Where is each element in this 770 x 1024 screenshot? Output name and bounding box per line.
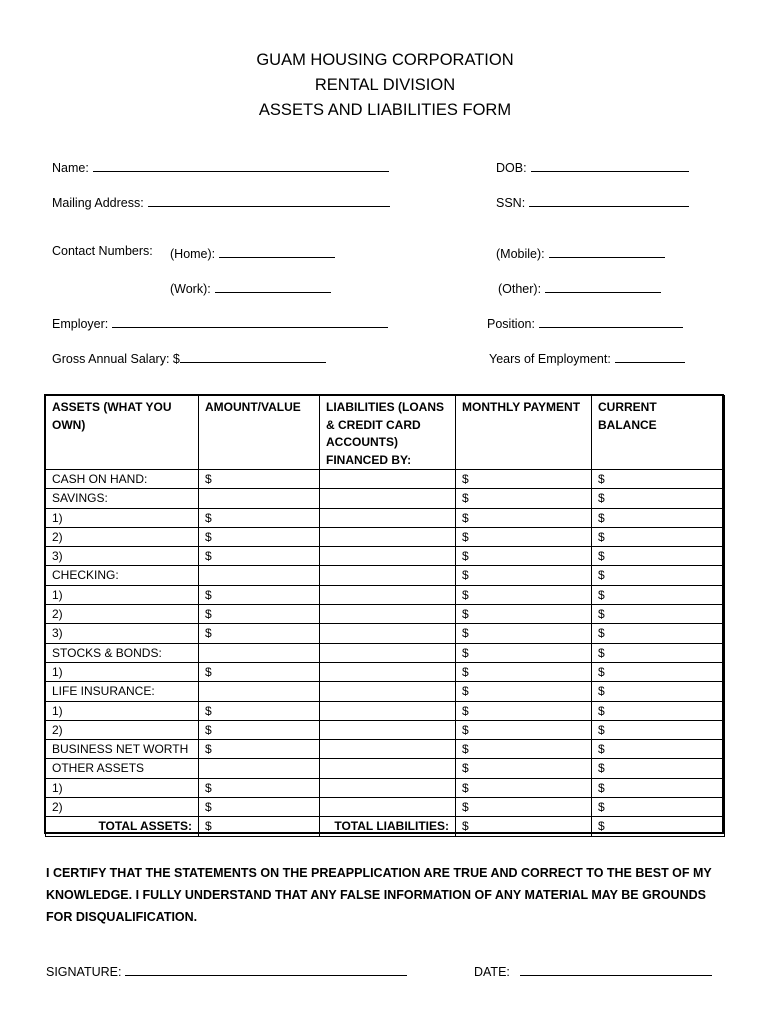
years-label: Years of Employment: bbox=[489, 352, 611, 366]
monthly-payment-cell[interactable]: $ bbox=[456, 508, 592, 527]
balance-cell[interactable]: $ bbox=[592, 778, 725, 797]
mailing-label: Mailing Address: bbox=[52, 196, 144, 210]
balance-cell[interactable]: $ bbox=[592, 701, 725, 720]
asset-cell: 1) bbox=[46, 778, 199, 797]
liability-cell[interactable] bbox=[320, 720, 456, 739]
liability-cell[interactable] bbox=[320, 470, 456, 489]
amount-cell[interactable]: $ bbox=[199, 527, 320, 546]
totals-row bbox=[46, 817, 725, 836]
contact-label: Contact Numbers: bbox=[52, 244, 153, 258]
liability-cell[interactable] bbox=[320, 701, 456, 720]
balance-cell[interactable]: $ bbox=[592, 508, 725, 527]
name-field[interactable] bbox=[93, 158, 389, 172]
monthly-payment-cell[interactable]: $ bbox=[456, 547, 592, 566]
balance-cell[interactable]: $ bbox=[592, 624, 725, 643]
table-row bbox=[46, 682, 725, 701]
balance-cell[interactable]: $ bbox=[592, 585, 725, 604]
amount-cell[interactable]: $ bbox=[199, 662, 320, 681]
liability-cell[interactable] bbox=[320, 759, 456, 778]
amount-cell[interactable]: $ bbox=[199, 701, 320, 720]
ssn-label: SSN: bbox=[496, 196, 526, 210]
asset-cell: 1) bbox=[46, 508, 199, 527]
employer-label: Employer: bbox=[52, 317, 109, 331]
balance-cell[interactable]: $ bbox=[592, 682, 725, 701]
liability-cell[interactable] bbox=[320, 740, 456, 759]
name-label: Name: bbox=[52, 161, 89, 175]
monthly-payment-cell[interactable]: $ bbox=[456, 662, 592, 681]
liability-cell[interactable] bbox=[320, 566, 456, 585]
asset-cell: BUSINESS NET WORTH bbox=[46, 740, 199, 759]
mailing-row bbox=[52, 193, 390, 210]
form-header bbox=[0, 48, 770, 123]
table-row bbox=[46, 740, 725, 759]
balance-cell[interactable]: $ bbox=[592, 489, 725, 508]
monthly-payment-cell[interactable]: $ bbox=[456, 624, 592, 643]
employer-field[interactable] bbox=[112, 314, 388, 328]
balance-cell[interactable]: $ bbox=[592, 759, 725, 778]
assets-liabilities-table bbox=[45, 395, 725, 837]
balance-cell[interactable]: $ bbox=[592, 547, 725, 566]
amount-cell[interactable] bbox=[199, 643, 320, 662]
position-row bbox=[487, 314, 683, 331]
table-row bbox=[46, 759, 725, 778]
table-row bbox=[46, 701, 725, 720]
asset-cell: 2) bbox=[46, 798, 199, 817]
table-row bbox=[46, 778, 725, 797]
amount-cell[interactable] bbox=[199, 682, 320, 701]
liability-cell[interactable] bbox=[320, 527, 456, 546]
asset-cell: OTHER ASSETS bbox=[46, 759, 199, 778]
total-monthly-payment-cell[interactable]: $ bbox=[456, 817, 592, 836]
amount-cell[interactable]: $ bbox=[199, 605, 320, 624]
monthly-payment-cell[interactable]: $ bbox=[456, 759, 592, 778]
mobile-row bbox=[496, 244, 665, 261]
table-row bbox=[46, 527, 725, 546]
amount-cell[interactable] bbox=[199, 566, 320, 585]
liability-cell[interactable] bbox=[320, 605, 456, 624]
balance-cell[interactable]: $ bbox=[592, 720, 725, 739]
amount-cell[interactable]: $ bbox=[199, 470, 320, 489]
table-header-row bbox=[46, 396, 725, 470]
home-phone-field[interactable] bbox=[219, 244, 335, 258]
amount-cell[interactable]: $ bbox=[199, 740, 320, 759]
other-phone-field[interactable] bbox=[545, 279, 661, 293]
signature-label: SIGNATURE: bbox=[46, 965, 122, 979]
liability-cell[interactable] bbox=[320, 624, 456, 643]
date-label: DATE: bbox=[474, 965, 510, 979]
work-label: (Work): bbox=[170, 282, 211, 296]
liability-cell[interactable] bbox=[320, 508, 456, 527]
monthly-payment-cell[interactable]: $ bbox=[456, 798, 592, 817]
dob-label: DOB: bbox=[496, 161, 527, 175]
balance-cell[interactable]: $ bbox=[592, 566, 725, 585]
position-label: Position: bbox=[487, 317, 535, 331]
amount-cell[interactable] bbox=[199, 489, 320, 508]
amount-cell[interactable]: $ bbox=[199, 798, 320, 817]
dob-field[interactable] bbox=[531, 158, 689, 172]
years-field[interactable] bbox=[615, 349, 685, 363]
salary-label: Gross Annual Salary: $ bbox=[52, 352, 180, 366]
monthly-payment-cell[interactable]: $ bbox=[456, 740, 592, 759]
total-assets-label: TOTAL ASSETS: bbox=[46, 817, 199, 836]
dob-row bbox=[496, 158, 689, 175]
employer-row bbox=[52, 314, 388, 331]
home-label: (Home): bbox=[170, 247, 216, 261]
asset-cell: 2) bbox=[46, 605, 199, 624]
amount-cell[interactable]: $ bbox=[199, 547, 320, 566]
table-row bbox=[46, 547, 725, 566]
monthly-payment-cell[interactable]: $ bbox=[456, 701, 592, 720]
monthly-payment-cell[interactable]: $ bbox=[456, 566, 592, 585]
monthly-payment-cell[interactable]: $ bbox=[456, 527, 592, 546]
table-row bbox=[46, 605, 725, 624]
other-label: (Other): bbox=[498, 282, 542, 296]
position-field[interactable] bbox=[539, 314, 683, 328]
ssn-row bbox=[496, 193, 689, 210]
asset-cell: LIFE INSURANCE: bbox=[46, 682, 199, 701]
salary-row bbox=[52, 349, 326, 366]
balance-cell[interactable]: $ bbox=[592, 662, 725, 681]
form-title: ASSETS AND LIABILITIES FORM bbox=[258, 101, 512, 119]
table-body bbox=[46, 470, 725, 837]
years-row bbox=[489, 349, 685, 366]
name-row bbox=[52, 158, 389, 175]
amount-cell[interactable]: $ bbox=[199, 624, 320, 643]
liability-cell[interactable] bbox=[320, 682, 456, 701]
division-title: RENTAL DIVISION bbox=[314, 76, 456, 94]
liability-cell[interactable] bbox=[320, 778, 456, 797]
certification-statement: I CERTIFY THAT THE STATEMENTS ON THE PREAPPLICATION ARE TRUE AND CORRECT TO THE BEST OF MY KNOWLEDGE. I FULLY UNDERSTAND THAT ANY FALSE INFORMATION OF ANY MATERIAL MAY BE GROUNDS FOR DISQUALIFICATION. bbox=[46, 866, 712, 924]
table-row bbox=[46, 508, 725, 527]
date-field[interactable] bbox=[520, 962, 712, 976]
asset-cell: 2) bbox=[46, 527, 199, 546]
home-row bbox=[170, 244, 335, 261]
work-phone-field[interactable] bbox=[215, 279, 331, 293]
liability-cell[interactable] bbox=[320, 585, 456, 604]
table-row bbox=[46, 470, 725, 489]
date-row bbox=[474, 962, 712, 979]
asset-cell: 3) bbox=[46, 547, 199, 566]
current-balance-column-header: CURRENT BALANCE bbox=[592, 396, 725, 470]
table-row bbox=[46, 585, 725, 604]
asset-cell: 2) bbox=[46, 720, 199, 739]
balance-cell[interactable]: $ bbox=[592, 643, 725, 662]
table-row bbox=[46, 624, 725, 643]
mailing-field[interactable] bbox=[148, 193, 390, 207]
liability-cell[interactable] bbox=[320, 798, 456, 817]
asset-cell: SAVINGS: bbox=[46, 489, 199, 508]
salary-field[interactable] bbox=[180, 349, 326, 363]
table-row bbox=[46, 489, 725, 508]
monthly-payment-cell[interactable]: $ bbox=[456, 720, 592, 739]
mobile-phone-field[interactable] bbox=[549, 244, 665, 258]
amount-column-header: AMOUNT/VALUE bbox=[199, 396, 320, 470]
liability-cell[interactable] bbox=[320, 643, 456, 662]
liabilities-column-header: LIABILITIES (LOANS & CREDIT CARD ACCOUNTS) FINANCED BY: bbox=[320, 396, 456, 470]
total-assets-cell[interactable]: $ bbox=[199, 817, 320, 836]
monthly-payment-cell[interactable]: $ bbox=[456, 585, 592, 604]
amount-cell[interactable]: $ bbox=[199, 508, 320, 527]
mobile-label: (Mobile): bbox=[496, 247, 545, 261]
assets-column-header: ASSETS (WHAT YOU OWN) bbox=[46, 396, 199, 470]
ssn-field[interactable] bbox=[529, 193, 689, 207]
signature-field[interactable] bbox=[125, 962, 407, 976]
asset-cell: CASH ON HAND: bbox=[46, 470, 199, 489]
org-title: GUAM HOUSING CORPORATION bbox=[256, 51, 514, 69]
amount-cell[interactable]: $ bbox=[199, 778, 320, 797]
balance-cell[interactable]: $ bbox=[592, 798, 725, 817]
asset-cell: 3) bbox=[46, 624, 199, 643]
monthly-payment-cell[interactable]: $ bbox=[456, 605, 592, 624]
table-row bbox=[46, 662, 725, 681]
work-row bbox=[170, 279, 331, 296]
monthly-payment-cell[interactable]: $ bbox=[456, 778, 592, 797]
amount-cell[interactable] bbox=[199, 759, 320, 778]
amount-cell[interactable]: $ bbox=[199, 585, 320, 604]
monthly-payment-cell[interactable]: $ bbox=[456, 470, 592, 489]
asset-cell: 1) bbox=[46, 701, 199, 720]
liability-cell[interactable] bbox=[320, 489, 456, 508]
table-row bbox=[46, 566, 725, 585]
asset-cell: 1) bbox=[46, 662, 199, 681]
balance-cell[interactable]: $ bbox=[592, 527, 725, 546]
monthly-payment-cell[interactable]: $ bbox=[456, 682, 592, 701]
balance-cell[interactable]: $ bbox=[592, 470, 725, 489]
monthly-payment-column-header: MONTHLY PAYMENT bbox=[456, 396, 592, 470]
monthly-payment-cell[interactable]: $ bbox=[456, 489, 592, 508]
balance-cell[interactable]: $ bbox=[592, 605, 725, 624]
balance-cell[interactable]: $ bbox=[592, 740, 725, 759]
signature-row bbox=[46, 962, 407, 979]
total-liabilities-label: TOTAL LIABILITIES: bbox=[320, 817, 456, 836]
liability-cell[interactable] bbox=[320, 662, 456, 681]
liability-cell[interactable] bbox=[320, 547, 456, 566]
asset-cell: CHECKING: bbox=[46, 566, 199, 585]
monthly-payment-cell[interactable]: $ bbox=[456, 643, 592, 662]
table-row bbox=[46, 643, 725, 662]
asset-cell: 1) bbox=[46, 585, 199, 604]
table-row bbox=[46, 720, 725, 739]
other-row bbox=[498, 279, 661, 296]
table-row bbox=[46, 798, 725, 817]
amount-cell[interactable]: $ bbox=[199, 720, 320, 739]
total-balance-cell[interactable]: $ bbox=[592, 817, 725, 836]
asset-cell: STOCKS & BONDS: bbox=[46, 643, 199, 662]
